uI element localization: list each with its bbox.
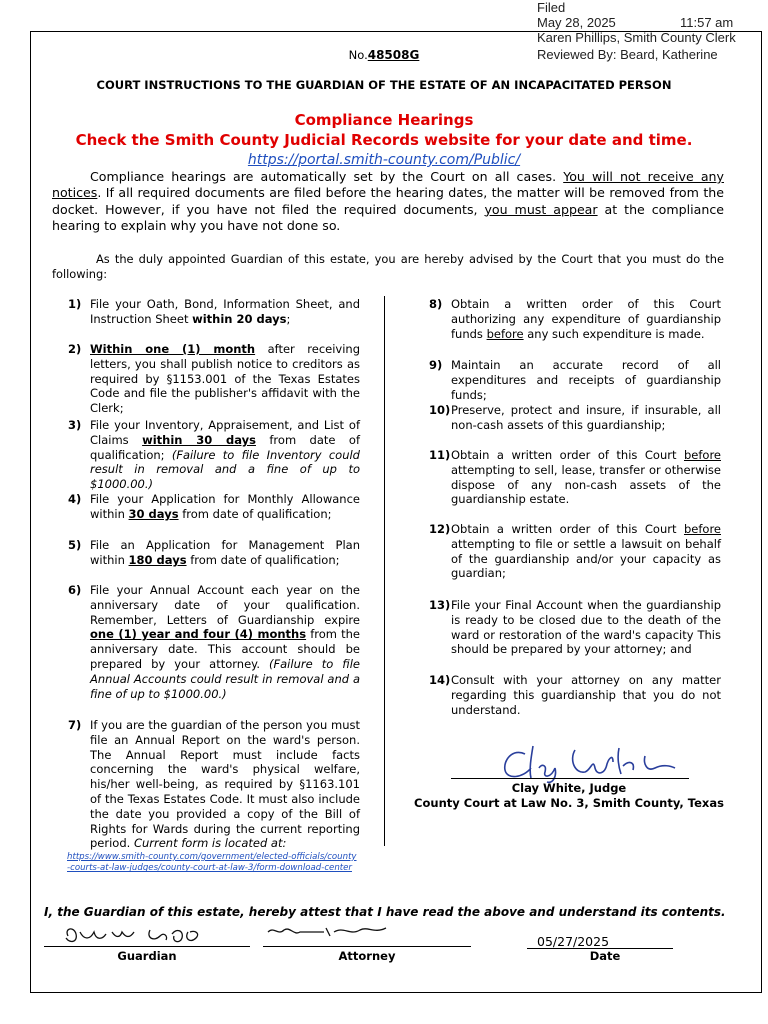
hearing-heading: Compliance Hearings bbox=[294, 111, 474, 129]
judge-signature-line bbox=[451, 778, 689, 779]
advise-paragraph: As the duly appointed Guardian of this estate, you are hereby advised by the Court that you must do the following: bbox=[52, 252, 724, 281]
form-download-link[interactable]: https://www.smith-county.com/government/elected-officials/county-courts-at-law-judges/county-court-at-law-3/form-download-center bbox=[67, 852, 357, 874]
stamp-date: May 28, 2025 bbox=[537, 15, 616, 30]
case-number-value: 48508G bbox=[367, 48, 420, 62]
instruction-item-7: 7) If you are the guardian of the person you must file an Annual Report on the ward's person. The Annual Report must include facts concerning the ward's physical welfare, his/her well-being, as required by §1163.101 of the Texas Estates Code. It must also include the date you provided a copy of the Bill of Rights for Wards during the current reporting period. Current form is located at: bbox=[68, 718, 360, 851]
portal-link[interactable]: https://portal.smith-county.com/Public/ bbox=[247, 152, 521, 168]
instruction-item-9: 9) Maintain an accurate record of all expenditures and receipts of guardianship funds; bbox=[429, 358, 721, 402]
signed-date-value: 05/27/2025 bbox=[537, 934, 610, 949]
instruction-item-11: 11) Obtain a written order of this Court before attempting to sell, lease, transfer or otherwise dispose of any non-cash assets of the guardianship estate. bbox=[429, 448, 721, 507]
instruction-item-12: 12) Obtain a written order of this Court before attempting to file or settle a lawsuit on behalf of the guardianship and/or your capacity as guardian; bbox=[429, 522, 721, 581]
instruction-item-10: 10) Preserve, protect and insure, if insurable, all non-cash assets of this guardianship; bbox=[429, 403, 721, 432]
date-label: Date bbox=[589, 949, 621, 963]
attorney-signature bbox=[264, 922, 394, 942]
column-divider bbox=[384, 296, 385, 846]
attorney-label: Attorney bbox=[338, 949, 396, 963]
judge-court: County Court at Law No. 3, Smith County, Texas bbox=[414, 796, 724, 810]
instruction-item-6: 6) File your Annual Account each year on the anniversary date of your qualification. Remember, Letters of Guardianship expire one (1) year and four (4) months from the anniversary date. This account should be prepared by your attorney. (Failure to file Annual Accounts could result in removal and a fine of up to $1000.00.) bbox=[68, 583, 361, 701]
guardian-label: Guardian bbox=[117, 949, 177, 963]
judge-block bbox=[384, 781, 754, 811]
document-title: COURT INSTRUCTIONS TO THE GUARDIAN OF THE ESTATE OF AN INCAPACITATED PERSON bbox=[96, 78, 672, 92]
case-number: No.48508G bbox=[348, 48, 420, 62]
hearing-subheading: Check the Smith County Judicial Records website for your date and time. bbox=[75, 131, 693, 149]
stamp-clerk: Karen Phillips, Smith County Clerk bbox=[537, 30, 736, 45]
instruction-item-4: 4) File your Application for Monthly Allowance within 30 days from date of qualification; bbox=[68, 492, 360, 521]
instruction-item-1: 1) File your Oath, Bond, Information Sheet, and Instruction Sheet within 20 days; bbox=[68, 297, 360, 326]
attorney-signature-line bbox=[263, 946, 471, 947]
guardian-signature-line bbox=[44, 946, 250, 947]
stamp-filed: Filed bbox=[537, 0, 566, 15]
clerk-file-stamp bbox=[537, 0, 736, 62]
stamp-reviewed: Reviewed By: Beard, Katherine bbox=[537, 47, 718, 62]
attestation-text: I, the Guardian of this estate, hereby attest that I have read the above and understand its contents. bbox=[44, 905, 726, 919]
instruction-item-5: 5) File an Application for Management Plan within 180 days from date of qualification; bbox=[68, 538, 360, 567]
instruction-item-14: 14) Consult with your attorney on any matter regarding this guardianship that you do not understand. bbox=[429, 673, 721, 717]
judge-name: Clay White, Judge bbox=[511, 781, 627, 795]
stamp-time: 11:57 am bbox=[680, 15, 734, 30]
hearing-paragraph: Compliance hearings are automatically set by the Court on all cases. You will not receive any notices. If all required documents are filed before the hearing dates, the matter will be removed from the docket. However, if you have not filed the required documents, you must appear at the compliance hearing to explain why you have not done so. bbox=[52, 169, 725, 234]
guardian-signature bbox=[60, 922, 210, 948]
instruction-item-8: 8) Obtain a written order of this Court authorizing any expenditure of guardianship funds before any such expenditure is made. bbox=[429, 297, 721, 341]
instruction-item-13: 13) File your Final Account when the guardianship is ready to be closed due to the death of the ward or restoration of the ward's capacity This should be prepared by your attorney; and bbox=[429, 598, 721, 657]
instruction-item-3: 3) File your Inventory, Appraisement, and List of Claims within 30 days from date of qualification; (Failure to file Inventory could result in removal and a fine of up to $1000.00.) bbox=[68, 418, 360, 492]
instruction-item-2: 2) Within one (1) month after receiving letters, you shall publish notice to creditors as required by §1153.001 of the Texas Estates Code and file the publisher's affidavit with the Clerk; bbox=[68, 342, 360, 416]
